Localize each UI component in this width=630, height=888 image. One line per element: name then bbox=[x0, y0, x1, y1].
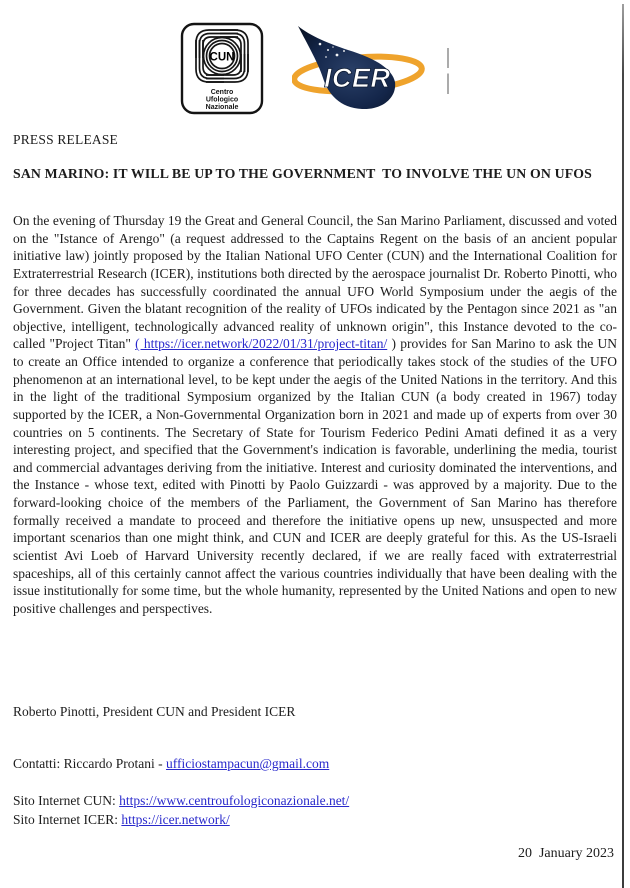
icer-logo-text: ICER bbox=[324, 63, 391, 93]
body-text-after-link: ) provides for San Marino to ask the UN to create an Office intended to organize a conference that periodically takes stock of the studies of the UFO phenomenon at an international level, to be kept under the aegis of the United Nations in the territory. And this in the light of the traditional Symposium organized by the Italian CUN (a body created in 1967) today supported by the ICER, a Non-Governmental Organization born in 2021 and made up of experts from over 30 countries on 5 continents. The Secretary of State for Tourism Federico Pedini Amati defined it as a very interesting project, and specified that the Government's indication is favorable, underlining the media, tourist and commercial advantages deriving from the initiative. Interest and curiosity dominated the interventions, and the Instance - whose text, edited with Pinotti by Paolo Guizzardi - was approved by a majority. Due to the forward-looking choice of the members of the Parliament, the Government of San Marino has therefore formally received a mandate to proceed and therefore the initiative opens up new, unsuspected and more important scenarios than one might think, and CUN and ICER are deeply grateful for this. As the US-Israeli scientist Avi Loeb of Harvard University recently declared, if we are really faced with extraterrestrial spaceships, all of this certainly cannot affect the various countries individually that have been dealing with the issue institutionally for some time, but the whole humanity, represented by the United Nations and open to new positive challenges and perspectives. bbox=[13, 336, 617, 616]
cun-caption-line1: Centro bbox=[210, 89, 234, 96]
site-cun-link[interactable]: https://www.centroufologiconazionale.net/ bbox=[119, 793, 350, 808]
page-title: SAN MARINO: IT WILL BE UP TO THE GOVERNMENT TO INVOLVE THE UN ON UFOS bbox=[13, 166, 592, 181]
scan-edge-line bbox=[622, 4, 624, 888]
websites-block bbox=[13, 791, 349, 829]
press-release-label: PRESS RELEASE bbox=[13, 132, 118, 147]
signature-line: Roberto Pinotti, President CUN and President ICER bbox=[13, 704, 296, 719]
site-icer-line bbox=[13, 810, 349, 829]
contacts-line bbox=[13, 756, 329, 772]
document-date: 20 January 2023 bbox=[517, 846, 614, 861]
project-titan-link[interactable]: ( https://icer.network/2022/01/31/project-titan/ bbox=[135, 336, 388, 352]
site-icer-link[interactable]: https://icer.network/ bbox=[121, 812, 230, 827]
site-icer-label: Sito Internet ICER: bbox=[13, 812, 122, 827]
header-logos bbox=[180, 22, 430, 115]
site-cun-label: Sito Internet CUN: bbox=[13, 793, 120, 808]
cun-caption-line3: Nazionale bbox=[205, 104, 239, 111]
icer-logo-icon bbox=[292, 24, 430, 112]
cun-logo-abbr: CUN bbox=[209, 51, 235, 64]
cun-caption-line2: Ufologico bbox=[205, 96, 239, 104]
body-paragraph bbox=[13, 212, 617, 617]
contact-email-link[interactable]: ufficiostampacun@gmail.com bbox=[165, 756, 330, 771]
scan-dash-artifact bbox=[447, 48, 449, 94]
cun-logo-icon bbox=[180, 22, 264, 115]
site-cun-line bbox=[13, 791, 349, 810]
contacts-label: Contatti: Riccardo Protani - bbox=[13, 756, 166, 771]
body-text-before-link: On the evening of Thursday 19 the Great and General Council, the San Marino Parliament, discussed and voted on the "Istance of Arengo" (a request addressed to the Captains Regent on the basis of an ancient popular initiative law) jointly proposed by the Italian National UFO Center (CUN) and the International Coalition for Extraterrestrial Research (ICER), institutions both directed by the aerospace journalist Dr. Roberto Pinotti, who for three decades has successfully coordinated the annual UFO World Symposium under the aegis of the Government. Given the blatant recognition of the reality of UFOs indicated by the Pentagon since 2021 as "an objective, intelligent, technologically advanced reality of unknown origin", this Instance devoted to the co-called "Project Titan" bbox=[13, 213, 617, 352]
